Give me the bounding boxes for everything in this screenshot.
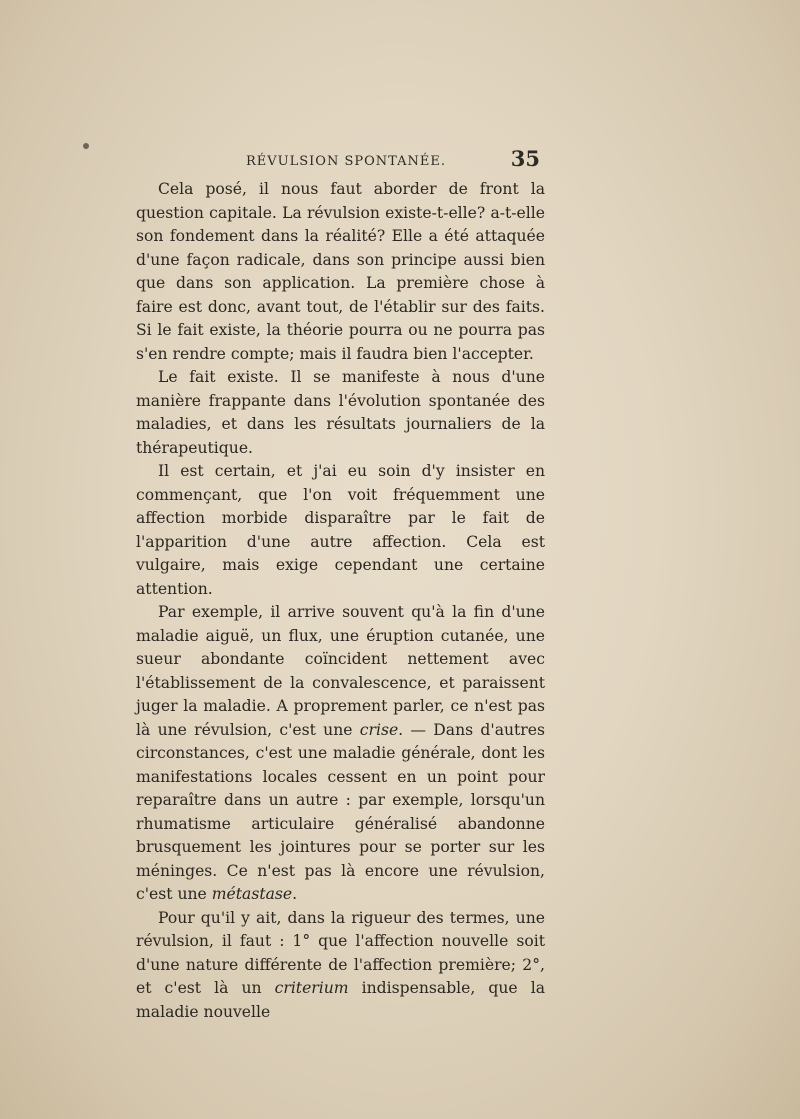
ink-spot xyxy=(83,143,89,149)
term-crise: crise xyxy=(359,720,399,739)
page-header xyxy=(140,146,540,176)
paragraph-4-part-1: Par exemple, il arrive souvent qu'à la fin d'une maladie aiguë, un flux, une éruption cutanée, une sueur abondante coïncident nettement avec l'établissement de la convalescence, et paraissent juger la maladie. A proprement parler, ce n'est pas là une révulsion, c'est une xyxy=(136,603,545,739)
running-title: RÉVULSION SPONTANÉE. xyxy=(246,154,446,169)
paragraph-3: Il est certain, et j'ai eu soin d'y insister en commençant, que l'on voit fréquemment une affection morbide disparaître par le fait de l'apparition d'une autre affection. Cela est vulgaire, mais exige cependant une certaine attention. xyxy=(136,462,545,598)
paragraph-5-part-2: indispensable, que la maladie nouvelle xyxy=(136,979,545,1021)
paragraph-2: Le fait existe. Il se manifeste à nous d'une manière frappante dans l'évolution spontanée des maladies, et dans les résultats journaliers de la thérapeutique. xyxy=(136,368,545,457)
paragraph-4 xyxy=(136,601,545,907)
paragraph-5-part-1: Pour qu'il y ait, dans la rigueur des termes, une révulsion, il faut : 1° que l'affection nouvelle soit d'une nature différente de l'affection première; 2°, et c'est là un xyxy=(136,908,545,997)
paragraph-4-part-2: . — Dans d'autres circonstances, c'est une maladie générale, dont les manifestations locales cessent en un point pour reparaître dans un autre : par exemple, lorsqu'un rhumatisme articulaire généralisé abandonne brusquement les jointures pour se porter sur les méninges. Ce n'est pas là encore une révulsion, c'est une xyxy=(136,720,545,903)
term-metastase: métastase xyxy=(211,885,293,903)
body-text xyxy=(136,178,545,1024)
paragraph-1: Cela posé, il nous faut aborder de front la question capitale. La révulsion existe-t-elle? a-t-elle son fondement dans la réalité? Elle a été attaquée d'une façon radicale, dans son principe aussi bien que dans son application. La première chose à faire est donc, avant tout, de l'établir sur des faits. Si le fait existe, la théorie pourra ou ne pourra pas s'en rendre compte; mais il faudra bien l'accepter. xyxy=(136,180,545,363)
paragraph-4-part-3: . xyxy=(292,885,298,903)
paragraph-5 xyxy=(136,907,545,1025)
page-number: 35 xyxy=(510,146,540,171)
term-criterium: criterium xyxy=(274,979,349,997)
